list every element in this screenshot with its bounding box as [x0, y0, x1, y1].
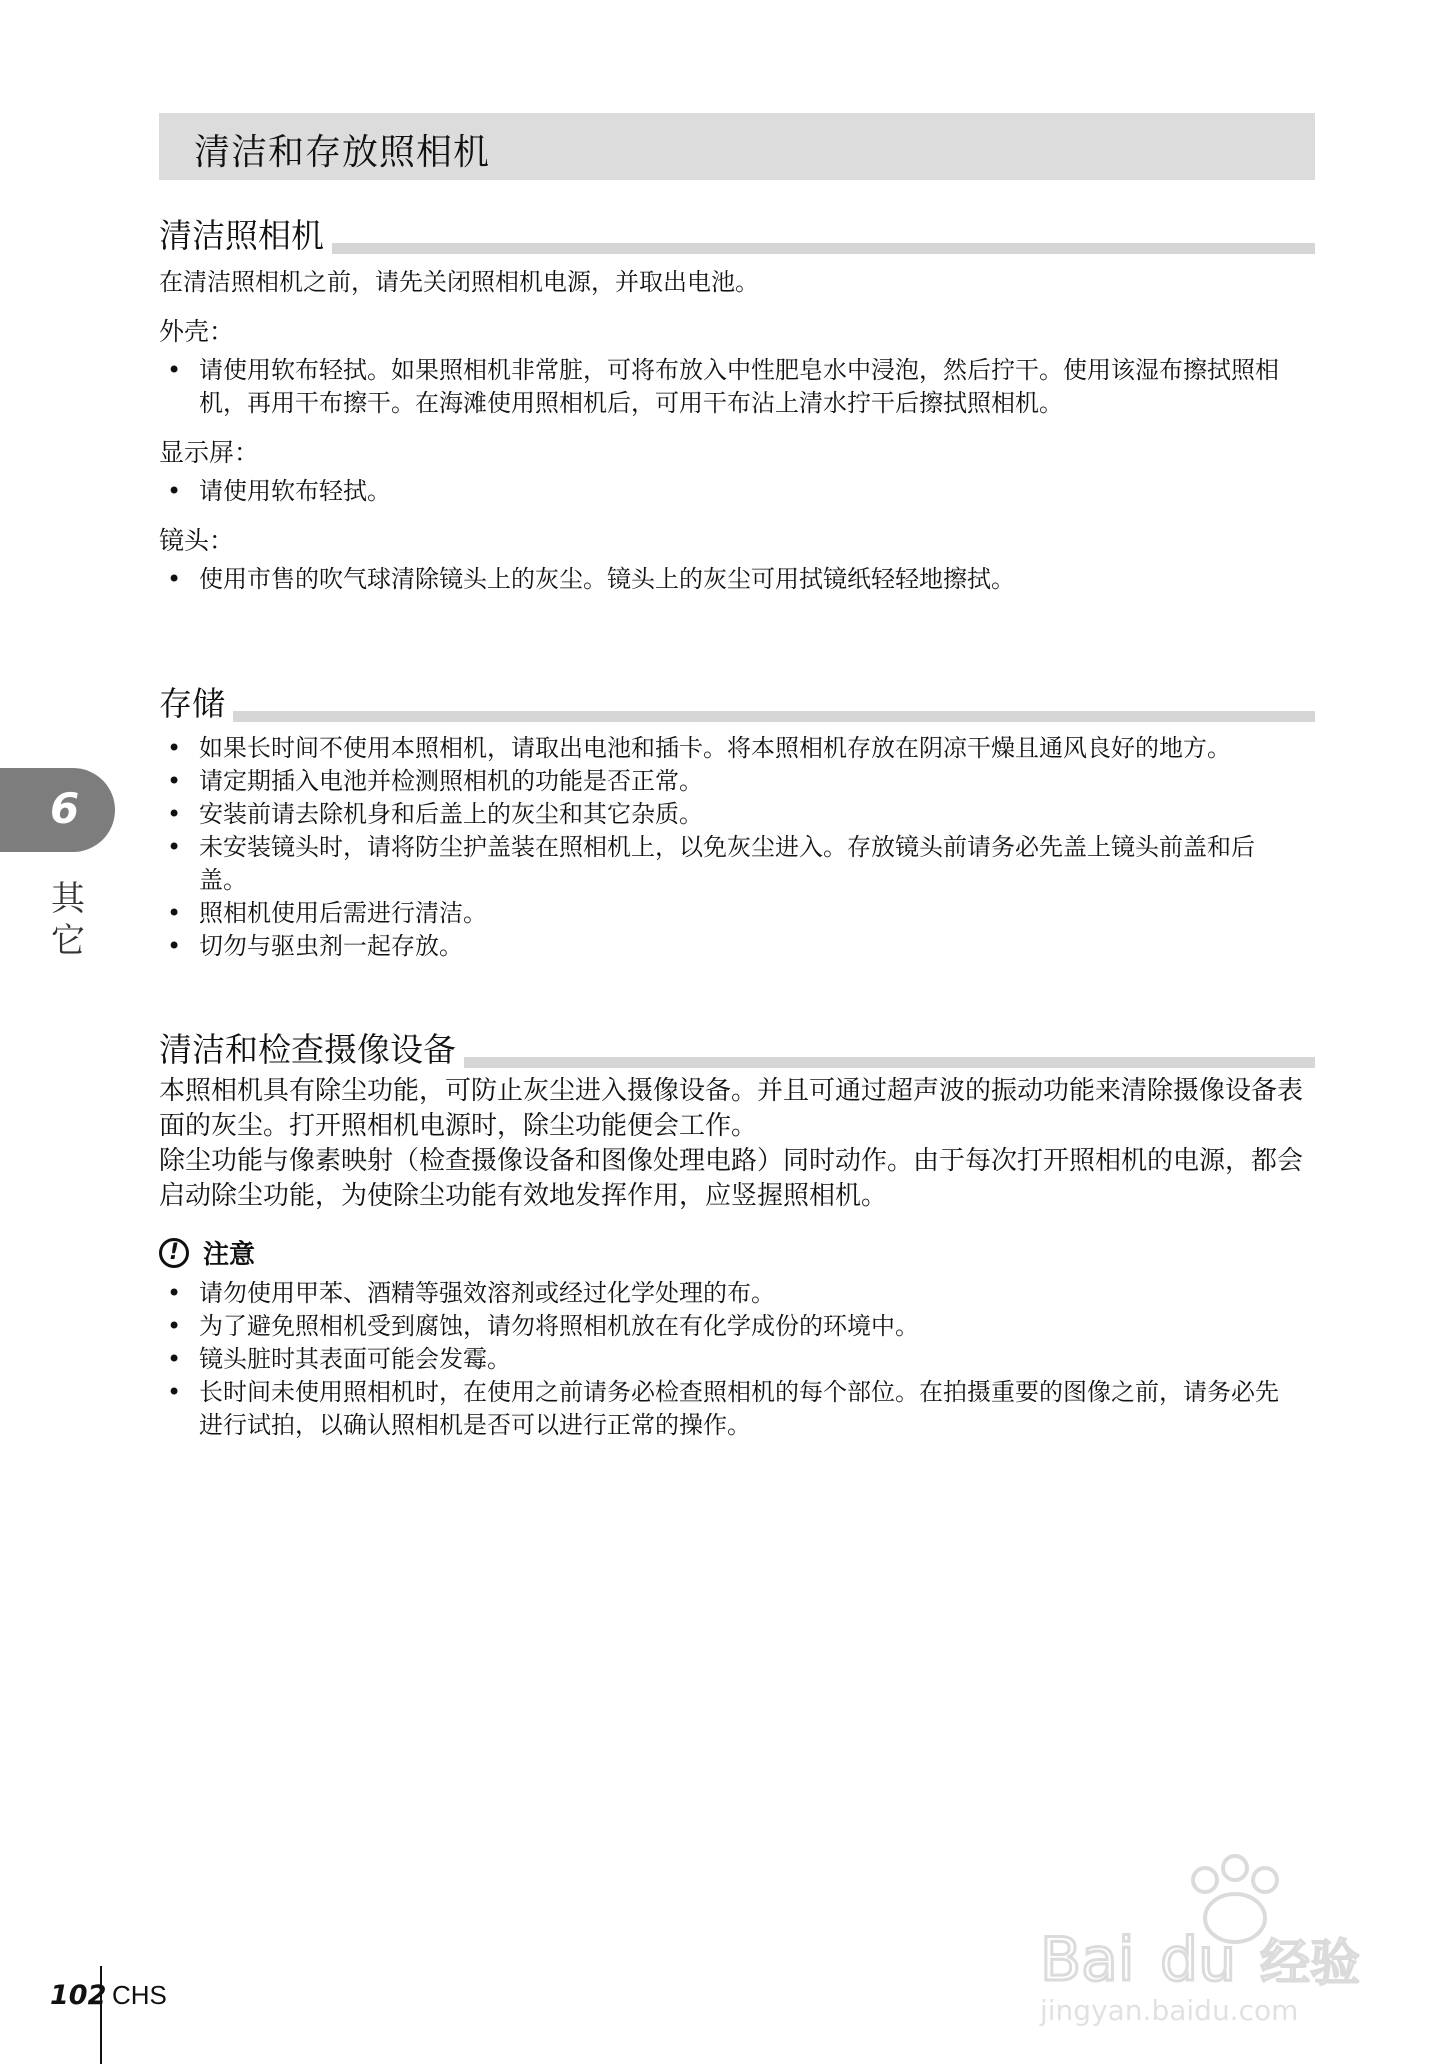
bullet-list [159, 475, 1315, 508]
bullet-list [159, 354, 1315, 420]
list-item: • 请定期插入电池并检测照相机的功能是否正常。 [159, 765, 1315, 798]
list-item: • 未安装镜头时，请将防尘护盖装在照相机上，以免灰尘进入。存放镜头前请务必先盖上镜头前盖和后盖。 [159, 831, 1315, 897]
section-storage [159, 678, 1315, 963]
list-item: • 长时间未使用照相机时，在使用之前请务必检查照相机的每个部位。在拍摄重要的图像之前，请务必先进行试拍，以确认照相机是否可以进行正常的操作。 [159, 1376, 1315, 1442]
list-item: • 为了避免照相机受到腐蚀，请勿将照相机放在有化学成份的环境中。 [159, 1310, 1315, 1343]
subsection-label-display: 显示屏： [159, 438, 260, 467]
paragraph: 本照相机具有除尘功能，可防止灰尘进入摄像设备。并且可通过超声波的振动功能来清除摄像设备表面的灰尘。打开照相机电源时，除尘功能便会工作。 [159, 1076, 1304, 1141]
list-item: • 请勿使用甲苯、酒精等强效溶剂或经过化学处理的布。 [159, 1277, 1315, 1310]
section-heading: 清洁照相机 [159, 216, 332, 256]
language-code: CHS [112, 1980, 167, 2010]
page-number: 102 [50, 1980, 107, 2011]
caution-icon: ! [159, 1238, 189, 1268]
section-image-sensor [159, 1024, 1315, 1442]
section-header [159, 210, 1315, 254]
svg-text:经验: 经验 [1260, 1934, 1360, 1992]
svg-text:Bai: Bai [1040, 1925, 1135, 1995]
list-item: • 安装前请去除机身和后盖上的灰尘和其它杂质。 [159, 798, 1315, 831]
caution-label: 注意 [203, 1240, 256, 1270]
bullet-list [159, 732, 1315, 963]
chapter-label: 其它 [51, 879, 85, 961]
list-item: • 如果长时间不使用本照相机，请取出电池和插卡。将本照相机存放在阴凉干燥且通风良好的地方。 [159, 732, 1315, 765]
section-heading: 存储 [159, 684, 233, 724]
subsection-label-body: 外壳： [159, 317, 235, 346]
list-item: • 切勿与驱虫剂一起存放。 [159, 930, 1315, 963]
section-header [159, 1024, 1315, 1068]
page-title: 清洁和存放照相机 [194, 132, 491, 173]
section-cleaning-camera [159, 210, 1315, 596]
page-title-bar [159, 113, 1315, 180]
list-item: • 请使用软布轻拭。 [159, 475, 1315, 508]
caution-header [159, 1234, 1315, 1271]
section-rule [159, 711, 1315, 722]
chapter-tab [0, 768, 115, 852]
subsection-label-lens: 镜头： [159, 526, 235, 555]
svg-text:du: du [1160, 1925, 1237, 1995]
section-rule [159, 243, 1315, 254]
list-item: • 镜头脏时其表面可能会发霉。 [159, 1343, 1315, 1376]
section-header [159, 678, 1315, 722]
section-heading: 清洁和检查摄像设备 [159, 1030, 464, 1070]
section-intro: 在清洁照相机之前，请先关闭照相机电源，并取出电池。 [159, 268, 759, 296]
baidu-watermark-logo [1030, 1840, 1400, 2030]
list-item: • 使用市售的吹气球清除镜头上的灰尘。镜头上的灰尘可用拭镜纸轻轻地擦拭。 [159, 563, 1315, 596]
caution-list [159, 1277, 1315, 1442]
svg-text:jingyan.baidu.com: jingyan.baidu.com [1040, 1994, 1299, 2027]
paragraph: 除尘功能与像素映射（检查摄像设备和图像处理电路）同时动作。由于每次打开照相机的电源，都会启动除尘功能，为使除尘功能有效地发挥作用，应竖握照相机。 [159, 1146, 1304, 1211]
chapter-number: 6 [50, 784, 80, 833]
bullet-list [159, 563, 1315, 596]
list-item: • 照相机使用后需进行清洁。 [159, 897, 1315, 930]
list-item: • 请使用软布轻拭。如果照相机非常脏，可将布放入中性肥皂水中浸泡，然后拧干。使用该湿布擦拭照相机，再用干布擦干。在海滩使用照相机后，可用干布沾上清水拧干后擦拭照相机。 [159, 354, 1315, 420]
